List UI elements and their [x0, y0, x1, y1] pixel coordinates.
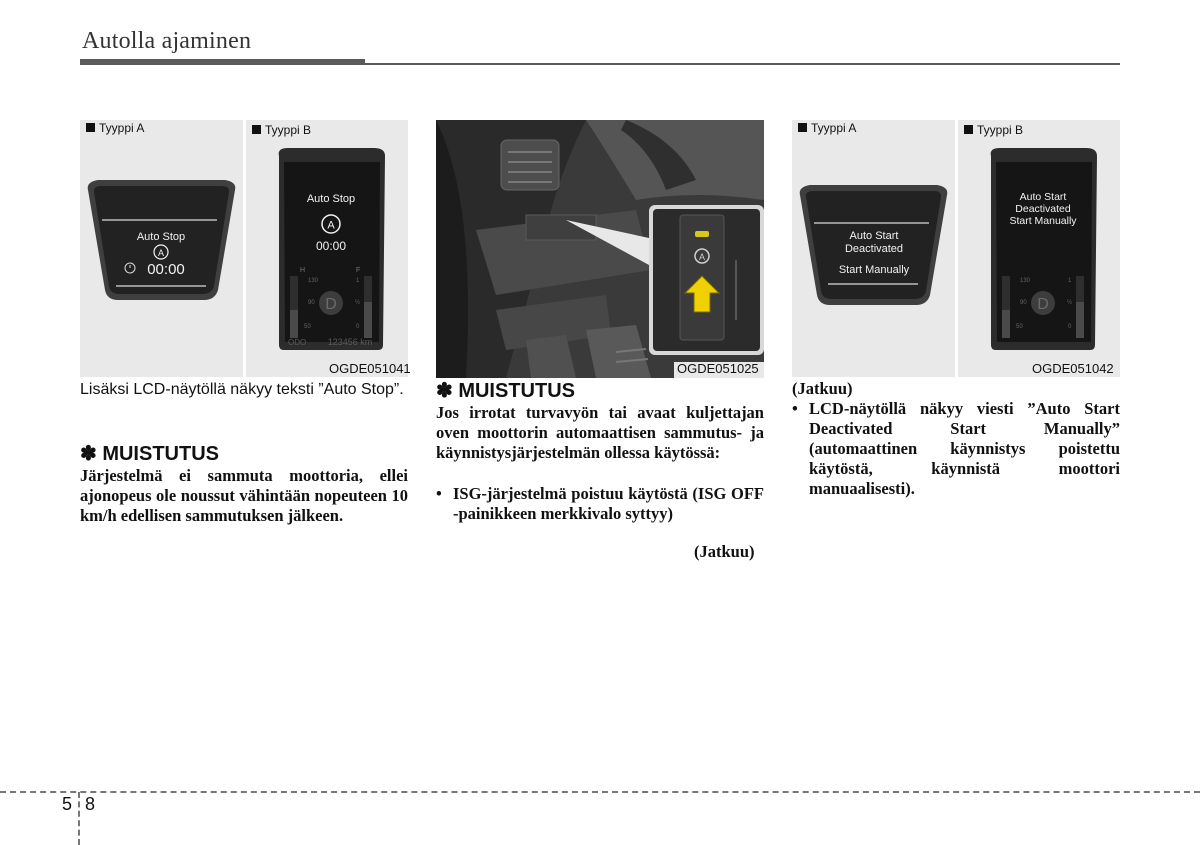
gear-indicator	[319, 291, 343, 315]
col1-note-heading: ✽ MUISTUTUS	[80, 443, 219, 465]
figure-2-photo	[436, 120, 764, 378]
odo-value: 123456 km	[327, 337, 373, 347]
figure-1-code: OGDE051041	[329, 361, 411, 376]
col2-bullet: • ISG-järjestelmä poistuu käytöstä (ISG OFF -painikkeen merkkivalo syttyy)	[436, 484, 764, 523]
temp-high-label: H	[300, 267, 306, 274]
svg-text:Start Manually: Start Manually	[1009, 215, 1077, 227]
svg-text:90: 90	[308, 300, 315, 306]
isg-switch-closeup	[649, 205, 764, 355]
col1-intro: Lisäksi LCD-näytöllä näkyy teksti ”Auto Stop”.	[80, 381, 404, 398]
svg-text:A: A	[327, 219, 335, 232]
svg-text:130: 130	[308, 278, 319, 284]
figure-1-display-b	[246, 120, 408, 377]
svg-text:50: 50	[304, 324, 311, 330]
figure-3-display-b	[958, 120, 1120, 377]
svg-text:½: ½	[355, 300, 361, 306]
bullet-icon: •	[436, 484, 442, 503]
header-bar	[80, 59, 365, 65]
fuel-full-label: F	[356, 267, 361, 274]
display-b-time: 00:00	[315, 239, 347, 253]
display-b-auto-stop: Auto Stop	[306, 193, 356, 205]
col3-continued: (Jatkuu)	[792, 379, 853, 398]
svg-text:1: 1	[1068, 278, 1072, 284]
figure-1-type-b-label: Tyyppi B	[252, 123, 311, 137]
chapter-title: Autolla ajaminen	[82, 28, 252, 54]
svg-text:0: 0	[1068, 324, 1072, 330]
svg-text:90: 90	[1020, 300, 1027, 306]
svg-text:D: D	[325, 296, 337, 313]
col2-note-text: Jos irrotat turvavyön tai avaat kuljettajan oven moottorin automaattisen sammutus- ja käynnistysjärjestelmän ollessa käytössä:	[436, 403, 764, 462]
header-rule	[365, 63, 1120, 65]
svg-text:Auto Start: Auto Start	[1019, 191, 1067, 203]
svg-text:Auto Start: Auto Start	[849, 230, 899, 242]
page-number: 8	[85, 794, 96, 814]
svg-text:D: D	[1037, 296, 1049, 313]
figure-3-type-b-label: Tyyppi B	[964, 123, 1023, 137]
figure-1-type-a-label: Tyyppi A	[86, 121, 144, 135]
svg-text:Start Manually: Start Manually	[838, 264, 910, 276]
figure-2-code: OGDE051025	[677, 361, 759, 376]
bullet-icon: •	[792, 399, 798, 418]
col2-continued: (Jatkuu)	[694, 542, 755, 561]
figure-3-type-a-label: Tyyppi A	[798, 121, 856, 135]
gear-indicator	[1031, 291, 1055, 315]
display-a-auto-stop: Auto Stop	[136, 231, 186, 243]
vent-icon	[501, 140, 559, 190]
svg-text:Deactivated: Deactivated	[844, 243, 904, 255]
svg-text:½: ½	[1067, 300, 1073, 306]
col1-note-text: Järjestelmä ei sammuta moottoria, ellei ajonopeus ole noussut vähintään nopeuteen 10 km/h edellisen sammutuksen jälkeen.	[80, 466, 408, 525]
section-number: 5	[62, 794, 73, 814]
svg-text:1: 1	[356, 278, 360, 284]
svg-text:0: 0	[356, 324, 360, 330]
odo-label: ODO	[288, 338, 307, 347]
svg-text:A: A	[698, 252, 706, 262]
col2-note-heading: ✽ MUISTUTUS	[436, 380, 575, 402]
svg-text:130: 130	[1020, 278, 1031, 284]
footer-rule	[0, 791, 1200, 793]
col3-bullet: • LCD-näytöllä näkyy viesti ”Auto Start Deactivated Start Manually” (automaattinen käynnistys poistettu käytöstä, käynnistä moottori manuaalisesti).	[792, 399, 1120, 498]
svg-text:A: A	[157, 248, 165, 258]
figure-3-display-a	[792, 120, 955, 377]
footer-divider	[78, 792, 80, 845]
display-a-time: 00:00	[147, 261, 185, 278]
svg-text:Deactivated: Deactivated	[1015, 203, 1071, 215]
figure-1-display-a	[80, 120, 243, 377]
figure-3-code: OGDE051042	[1032, 361, 1114, 376]
svg-text:50: 50	[1016, 324, 1023, 330]
